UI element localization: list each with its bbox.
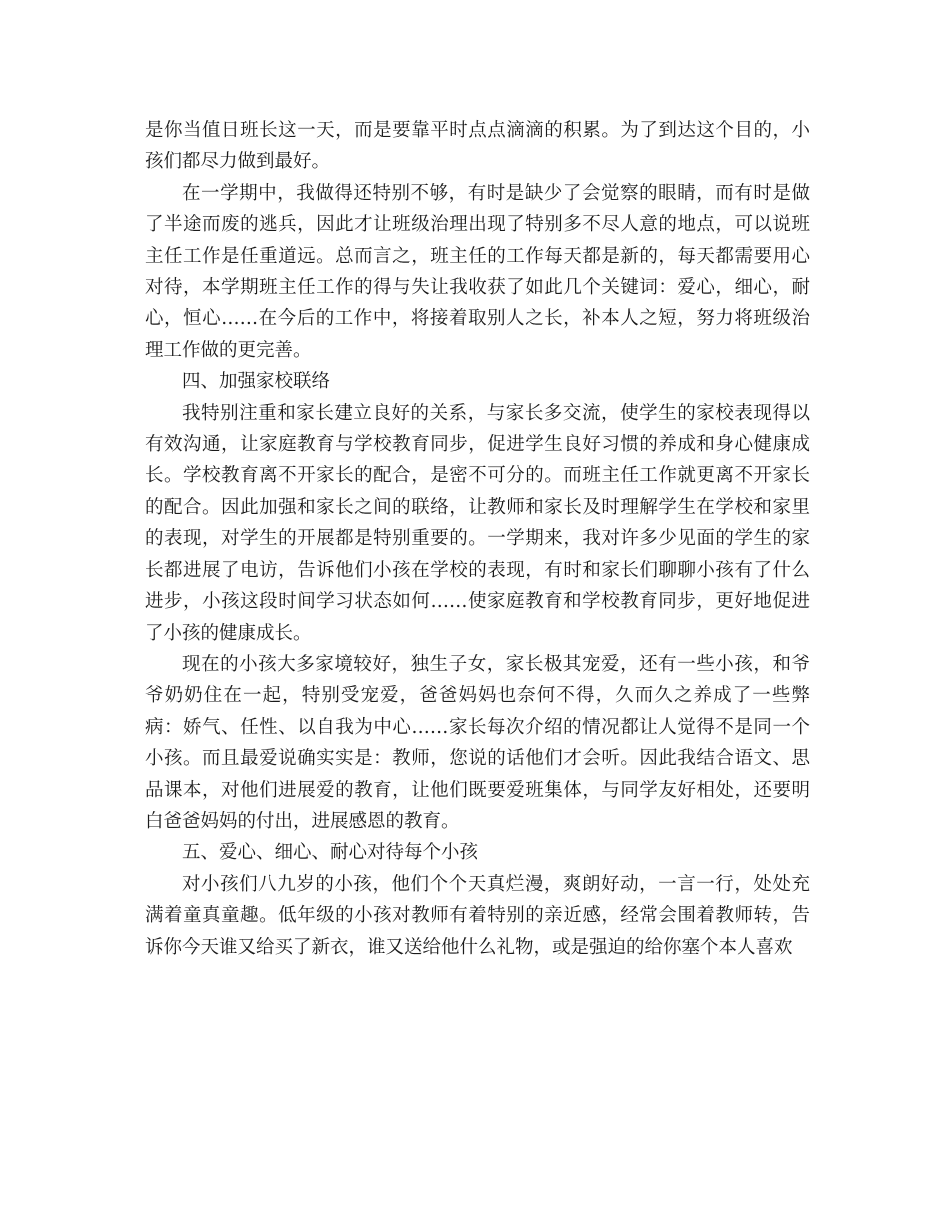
paragraph: 在一学期中，我做得还特别不够，有时是缺少了会觉察的眼睛，而有时是做了半途而废的逃兵，因此才让班级治理出现了特别多不尽人意的地点，可以说班主任工作是任重道远。总而言之，班主任的工作每天都是新的，每天都需要用心对待，本学期班主任工作的得与失让我收获了如此几个关键词：爱心，细心，耐心，恒心……在今后的工作中，将接着取别人之长，补本人之短，努力将班级治理工作做的更完善。 xyxy=(145,182,810,361)
section-heading: 四、加强家校联络 xyxy=(182,371,331,393)
paragraph: 现在的小孩大多家境较好，独生子女，家长极其宠爱，还有一些小孩，和爷爷奶奶住在一起，特别受宠爱，爸爸妈妈也奈何不得，久而久之养成了一些弊病：娇气、任性、以自我为中心……家长每次介绍的情况都让人觉得不是同一个小孩。而且最爱说确实实是：教师，您说的话他们才会听。因此我结合语文、思品课本，对他们进展爱的教育，让他们既要爱班集体，与同学友好相处，还要明白爸爸妈妈的付出，进展感恩的教育。 xyxy=(145,653,810,832)
paragraph-continuation: 是你当值日班长这一天，而是要靠平时点点滴滴的积累。为了到达这个目的，小孩们都尽力做到最好。 xyxy=(145,120,810,173)
section-heading: 五、爱心、细心、耐心对待每个小孩 xyxy=(182,842,479,864)
paragraph: 对小孩们八九岁的小孩，他们个个天真烂漫，爽朗好动，一言一行，处处充满着童真童趣。低年级的小孩对教师有着特别的亲近感，经常会围着教师转，告诉你今天谁又给买了新衣，谁又送给他什么礼物，或是强迫的给你塞个本人喜欢 xyxy=(145,873,810,958)
paragraph: 我特别注重和家长建立良好的关系，与家长多交流，使学生的家校表现得以有效沟通，让家庭教育与学校教育同步，促进学生良好习惯的养成和身心健康成长。学校教育离不开家长的配合，是密不可分的。而班主任工作就更离不开家长的配合。因此加强和家长之间的联络，让教师和家长及时理解学生在学校和家里的表现，对学生的开展都是特别重要的。一学期来，我对许多少见面的学生的家长都进展了电访，告诉他们小孩在学校的表现，有时和家长们聊聊小孩有了什么进步，小孩这段时间学习状态如何……使家庭教育和学校教育同步，更好地促进了小孩的健康成长。 xyxy=(145,402,810,644)
document-body xyxy=(145,115,810,963)
